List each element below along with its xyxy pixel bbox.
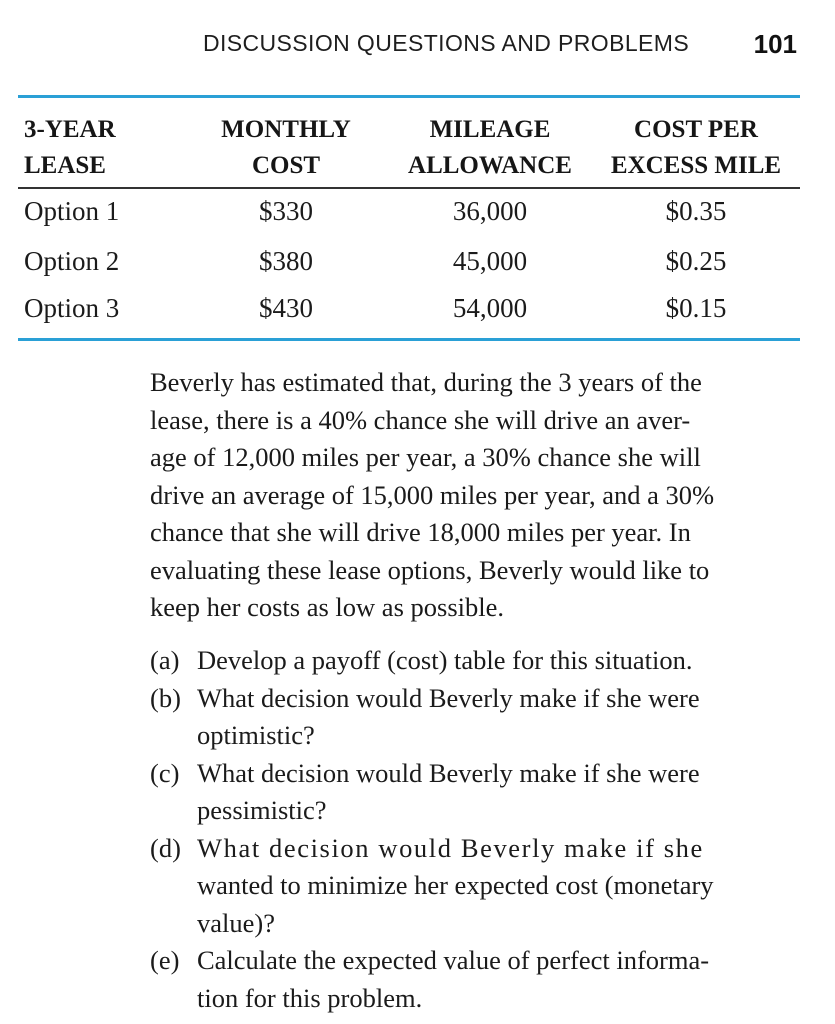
cell-mileage-allowance: 45,000 (452, 246, 528, 276)
column-header-monthly-cost (196, 112, 376, 184)
question-line: What decision would Beverly make if she (197, 832, 704, 863)
question-letter: (d) (150, 832, 181, 863)
paragraph-line: chance that she will drive 18,000 miles per year. In (150, 517, 691, 547)
question-letter: (c) (150, 757, 180, 788)
question-c (150, 755, 810, 830)
question-list (150, 642, 810, 1017)
table-row (0, 196, 835, 236)
table-row (0, 246, 835, 286)
question-line: pessimistic? (197, 795, 327, 825)
cell-option: Option 1 (24, 196, 120, 226)
cell-monthly-cost: $380 (259, 246, 313, 276)
question-line: Calculate the expected value of perfect informa- (197, 945, 710, 975)
paragraph-line: keep her costs as low as possible. (150, 592, 504, 622)
table-top-rule (18, 95, 800, 98)
question-line: wanted to minimize her expected cost (monetary (197, 870, 714, 900)
cell-option: Option 2 (24, 246, 120, 276)
question-a (150, 642, 810, 680)
paragraph-line: Beverly has estimated that, during the 3 years of the (150, 367, 702, 397)
question-d (150, 830, 810, 943)
header-line: COST PER (634, 116, 758, 143)
question-line: What decision would Beverly make if she were (197, 757, 700, 788)
running-title: DISCUSSION QUESTIONS AND PROBLEMS (203, 30, 690, 56)
cell-cost-per-excess-mile: $0.35 (665, 196, 727, 226)
table-header-rule (18, 187, 800, 189)
cell-monthly-cost: $330 (259, 196, 313, 226)
question-line: What decision would Beverly make if she were (197, 682, 700, 713)
header-line: LEASE (24, 152, 106, 179)
header-line: MONTHLY (221, 116, 351, 143)
question-letter: (e) (150, 945, 180, 975)
page-header (0, 30, 835, 66)
question-e (150, 942, 810, 1017)
header-line: 3-YEAR (24, 116, 116, 143)
question-line: Develop a payoff (cost) table for this situation. (197, 645, 693, 675)
question-line: value)? (197, 907, 275, 938)
header-line: EXCESS MILE (610, 152, 782, 179)
paragraph-line: evaluating these lease options, Beverly would like to (150, 554, 710, 585)
paragraph-line: age of 12,000 miles per year, a 30% chance she will (150, 442, 701, 472)
cell-monthly-cost: $430 (259, 293, 313, 323)
cell-mileage-allowance: 54,000 (452, 293, 528, 323)
table-bottom-rule (18, 338, 800, 341)
question-letter: (a) (150, 645, 180, 675)
cell-cost-per-excess-mile: $0.15 (665, 293, 727, 323)
header-line: ALLOWANCE (408, 152, 572, 179)
column-header-mileage-allowance (398, 112, 582, 184)
table-row (0, 293, 835, 333)
question-letter: (b) (150, 682, 181, 713)
paragraph-line: drive an average of 15,000 miles per year, and a 30% (150, 479, 715, 510)
table-header (0, 112, 835, 182)
column-header-lease (24, 112, 116, 184)
header-line: COST (251, 152, 321, 179)
cell-cost-per-excess-mile: $0.25 (665, 246, 727, 276)
paragraph-line: lease, there is a 40% chance she will drive an aver- (150, 404, 691, 435)
cell-mileage-allowance: 36,000 (452, 196, 528, 226)
question-line: tion for this problem. (197, 982, 423, 1013)
header-line: MILEAGE (429, 116, 551, 143)
column-header-cost-per-excess-mile (598, 112, 794, 184)
cell-option: Option 3 (24, 293, 120, 323)
problem-paragraph (150, 364, 802, 627)
question-line: optimistic? (197, 720, 315, 750)
question-b (150, 680, 810, 755)
page-number: 101 (753, 29, 797, 59)
